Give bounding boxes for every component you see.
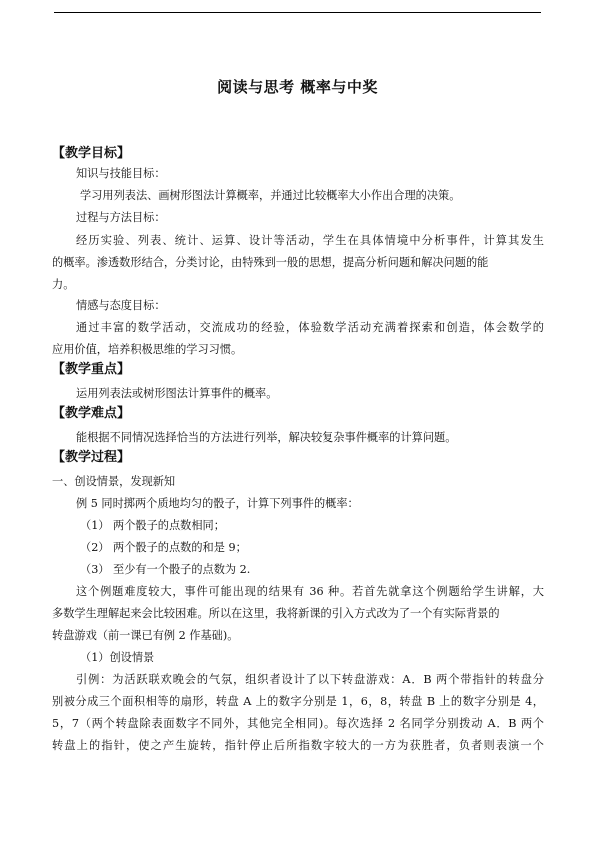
text-line: （1）创设情景 (80, 651, 155, 664)
section-heading: 【教学重点】 (52, 362, 131, 377)
text-line: 通过丰富的数学活动，交流成功的经验，体验数学活动充满着探索和创造，体会数学的 (76, 321, 544, 334)
text-line: 多数学生理解起来会比较困难。所以在这里，我将新课的引入方式改为了一个有实际背景的 (52, 607, 500, 620)
text-line: （3） 至少有一个骰子的点数为 2. (80, 563, 251, 576)
text-line: 运用列表法或树形图法计算事件的概率。 (76, 387, 278, 400)
text-line: 转盘上的指针，使之产生旋转，指针停止后所指数字较大的一方为获胜者，负者则表演一个 (52, 739, 544, 752)
text-line: 情感与态度目标： (76, 299, 166, 312)
text-line: 过程与方法目标： (76, 211, 166, 224)
text-line: 能根据不同情况选择恰当的方法进行列举，解决较复杂事件概率的计算问题。 (76, 431, 457, 444)
text-line: 转盘游戏（前一课已有例 2 作基础)。 (52, 629, 239, 642)
header-rule (54, 12, 541, 13)
text-line: （1） 两个骰子的点数相同； (80, 519, 225, 532)
section-heading: 【教学难点】 (52, 406, 131, 421)
section-heading: 【教学目标】 (52, 146, 131, 161)
page-title: 阅读与思考 概率与中奖 (217, 78, 378, 96)
text-line: 别被分成三个面积相等的扇形，转盘 A 上的数字分别是 1，6，8，转盘 B 上的数字分别是 4， (52, 695, 544, 708)
text-line: 的概率。渗透数形结合，分类讨论，由特殊到一般的思想，提高分析问题和解决问题的能 (52, 256, 489, 269)
text-line: 例 5 同时掷两个质地均匀的骰子，计算下列事件的概率： (76, 497, 359, 510)
text-line: 经历实验、列表、统计、运算、设计等活动，学生在具体情境中分析事件，计算其发生 (76, 234, 544, 247)
text-line: 知识与技能目标： (76, 167, 166, 180)
text-line: （2） 两个骰子的点数的和是 9； (80, 541, 247, 554)
text-line: 引例：为活跃联欢晚会的气氛，组织者设计了以下转盘游戏：A．B 两个带指针的转盘分 (76, 673, 544, 686)
text-line: 学习用列表法、画树形图法计算概率，并通过比较概率大小作出合理的决策。 (80, 189, 461, 202)
section-heading: 【教学过程】 (52, 450, 131, 465)
text-line: 应用价值，培养积极思维的学习习惯。 (52, 343, 243, 356)
text-line: 力。 (52, 278, 75, 291)
text-line: 一、创设情景，发现新知 (52, 475, 176, 488)
text-line: 5，7（两个转盘除表面数字不同外，其他完全相同)。每次选择 2 名同学分别拨动 A．B 两个 (52, 717, 544, 730)
text-line: 这个例题难度较大，事件可能出现的结果有 36 种。若首先就拿这个例题给学生讲解，大 (76, 585, 544, 598)
